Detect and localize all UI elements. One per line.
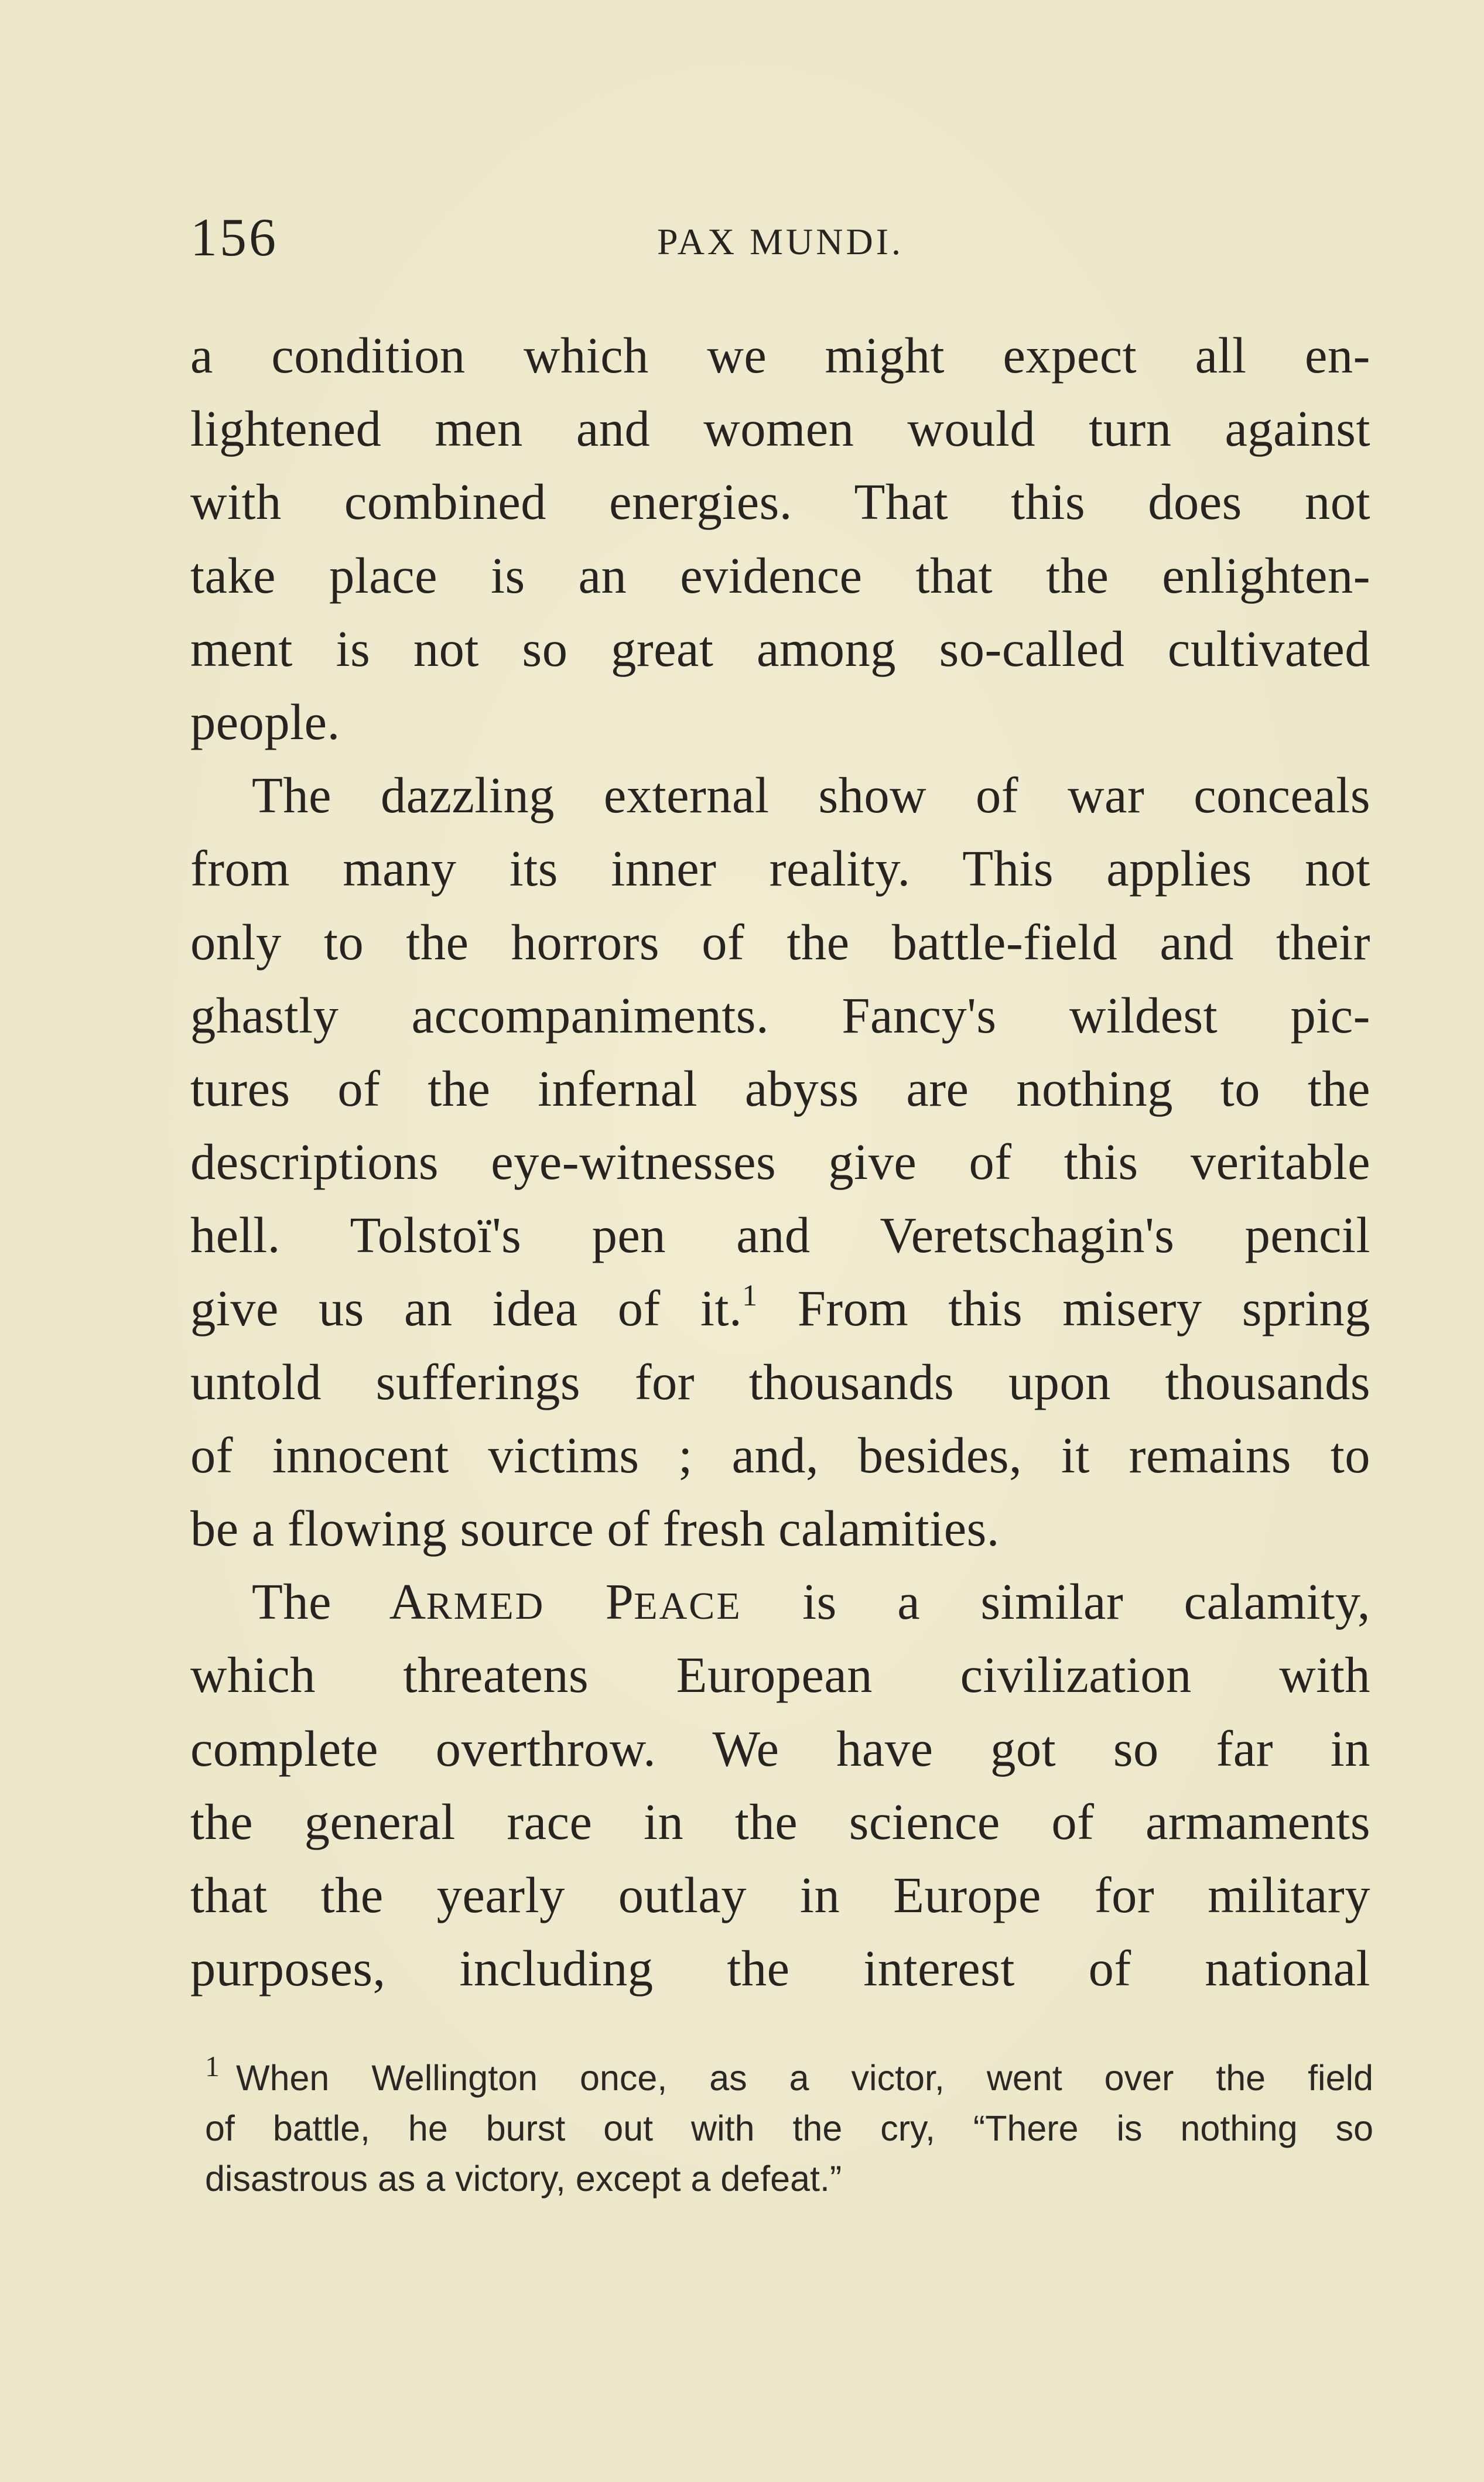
text-line: a condition which we might expect all en-	[190, 327, 1370, 384]
footnote-line: of battle, he burst out with the cry, “There is nothing so	[205, 2108, 1373, 2148]
text-segment: From this misery spring	[757, 1280, 1370, 1337]
text-line: ment is not so great among so-called cultivated	[190, 620, 1370, 677]
small-caps-initial: P	[605, 1574, 634, 1630]
text-line: of innocent victims ; and, besides, it remains to	[190, 1427, 1370, 1483]
text-line: that the yearly outlay in Europe for military	[190, 1866, 1370, 1923]
text-line: The dazzling external show of war conceals	[252, 767, 1370, 824]
text-line: purposes, including the interest of national	[190, 1940, 1370, 1997]
text-line: be a flowing source of fresh calamities.	[190, 1500, 1000, 1557]
body-text	[190, 319, 1370, 2005]
running-head	[190, 205, 1370, 269]
text-line-with-footnote-ref	[190, 1272, 1370, 1345]
text-line: people.	[190, 693, 340, 750]
small-caps-rest: RMED	[426, 1585, 545, 1628]
text-line: from many its inner reality. This applies not	[190, 840, 1370, 897]
small-caps-rest: EACE	[634, 1585, 742, 1628]
text-line: complete overthrow. We have got so far in	[190, 1720, 1370, 1777]
paragraph-1	[190, 319, 1370, 759]
text-line: which threatens European civilization with	[190, 1647, 1370, 1704]
footnote-text: When Wellington once, as a victor, went over the field	[236, 2058, 1373, 2098]
footnote-reference[interactable]: 1	[742, 1279, 758, 1313]
text-line: tures of the infernal abyss are nothing to the	[190, 1060, 1370, 1117]
running-title: PAX MUNDI.	[656, 221, 904, 262]
footnote-marker: 1	[205, 2050, 220, 2083]
text-line: lightened men and women would turn against	[190, 401, 1370, 457]
text-line: the general race in the science of armaments	[190, 1793, 1370, 1850]
text-line: with combined energies. That this does not	[190, 474, 1370, 531]
text-segment: give us an idea of it.	[190, 1280, 743, 1337]
text-line: hell. Tolstoï's pen and Veretschagin's pencil	[190, 1207, 1370, 1264]
text-line-small-caps	[190, 1565, 1370, 1639]
text-line: only to the horrors of the battle-field and their	[190, 914, 1370, 970]
text-line: descriptions eye-witnesses give of this veritable	[190, 1134, 1370, 1191]
text-line: ghastly accompaniments. Fancy's wildest pic-	[190, 987, 1370, 1044]
text-segment: The	[252, 1574, 389, 1630]
text-line: untold sufferings for thousands upon thousands	[190, 1353, 1370, 1410]
footnote-line	[205, 2050, 1373, 2103]
footnote-line: disastrous as a victory, except a defeat.”	[205, 2159, 842, 2199]
paragraph-2	[190, 759, 1370, 1565]
text-segment: is a similar calamity,	[741, 1574, 1370, 1630]
footnote	[205, 2050, 1373, 2204]
page-number: 156	[190, 207, 278, 267]
small-caps-initial: A	[389, 1574, 426, 1630]
text-line: take place is an evidence that the enlighten-	[190, 547, 1370, 604]
paragraph-3	[190, 1565, 1370, 2005]
